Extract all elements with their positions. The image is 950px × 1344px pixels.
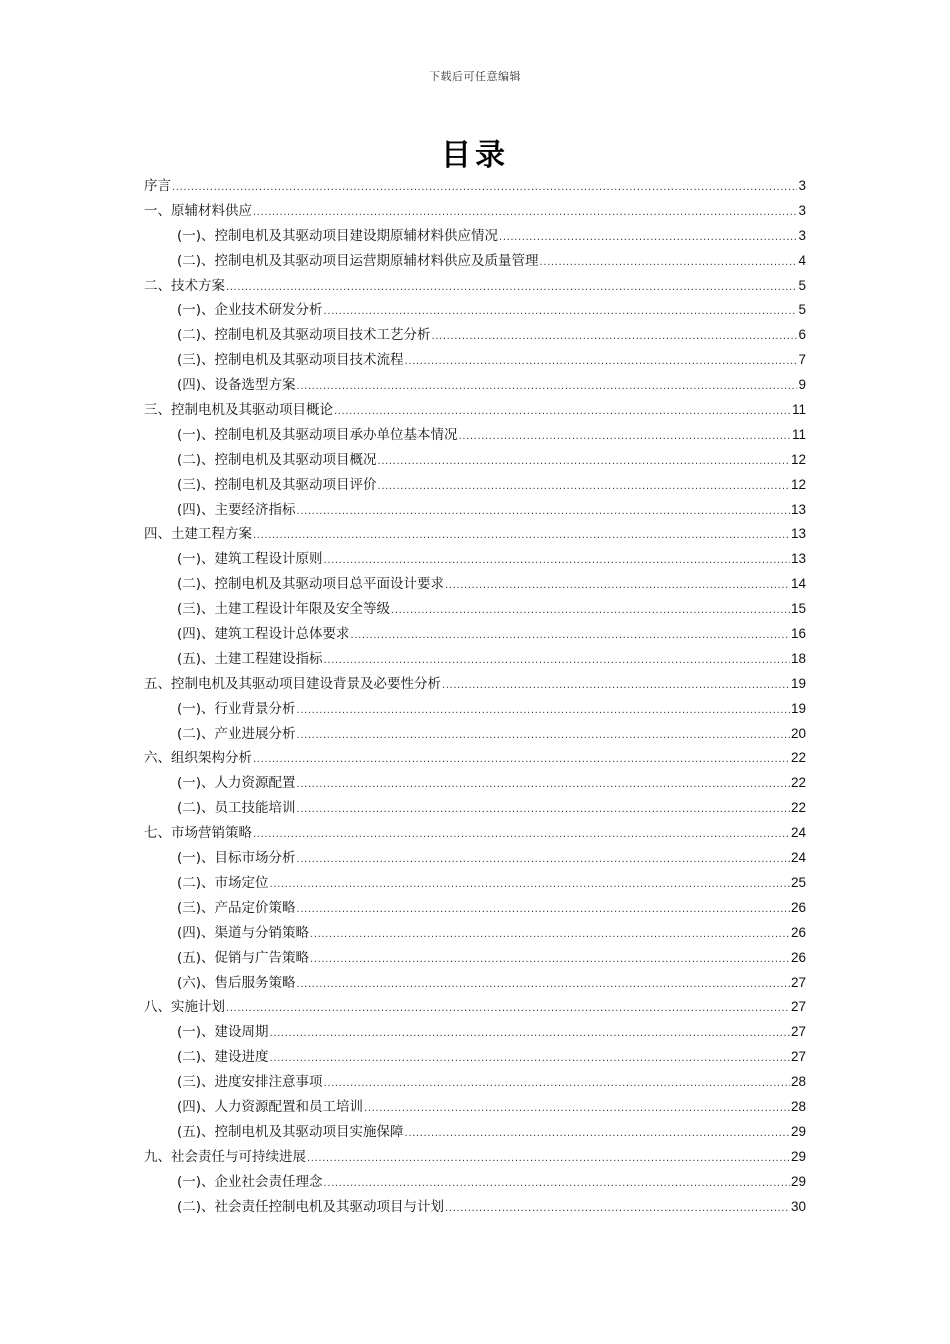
toc-entry-title: (五)、土建工程建设指标 <box>177 650 323 667</box>
toc-page-number: 29 <box>790 1123 806 1139</box>
toc-entry-title: 三、控制电机及其驱动项目概论 <box>144 402 333 419</box>
toc-entry[interactable] <box>144 647 806 672</box>
toc-entry-title: 九、社会责任与可持续进展 <box>144 1148 306 1165</box>
toc-page-number: 28 <box>790 1098 806 1114</box>
toc-entry[interactable] <box>144 323 806 348</box>
toc-entry[interactable] <box>144 1195 806 1220</box>
toc-page-number: 13 <box>790 501 806 517</box>
toc-entry[interactable] <box>144 946 806 971</box>
toc-entry-title: (三)、土建工程设计年限及安全等级 <box>177 601 391 618</box>
toc-page-number: 22 <box>790 775 806 791</box>
toc-entry-title: (二)、产业进展分析 <box>177 725 296 742</box>
toc-entry-title: 序言 <box>144 178 171 194</box>
toc-page-number: 5 <box>798 302 806 318</box>
toc-dot-leader <box>324 549 790 574</box>
toc-entry[interactable] <box>144 1170 806 1195</box>
toc-dot-leader <box>253 748 790 773</box>
toc-dot-leader <box>378 450 790 475</box>
toc-entry[interactable] <box>144 224 806 249</box>
toc-dot-leader <box>297 898 790 923</box>
toc-entry[interactable] <box>144 1145 806 1170</box>
toc-page-number: 26 <box>790 949 806 965</box>
toc-dot-leader <box>324 1172 790 1197</box>
toc-entry-title: (一)、建设周期 <box>177 1024 269 1041</box>
toc-dot-leader <box>351 624 790 649</box>
toc-entry-title: 七、市场营销策略 <box>144 825 252 842</box>
toc-entry-title: (二)、社会责任控制电机及其驱动项目与计划 <box>177 1198 445 1215</box>
toc-page-number: 11 <box>791 402 806 418</box>
toc-entry[interactable] <box>144 547 806 572</box>
toc-entry[interactable] <box>144 572 806 597</box>
toc-page-number: 3 <box>798 178 806 193</box>
toc-page-number: 12 <box>790 476 806 492</box>
toc-entry[interactable] <box>144 622 806 647</box>
toc-dot-leader <box>445 574 790 599</box>
toc-entry-title: 六、组织架构分析 <box>144 750 252 767</box>
toc-page-number: 25 <box>790 874 806 890</box>
toc-entry[interactable] <box>144 672 806 697</box>
toc-dot-leader <box>297 375 798 400</box>
toc-page-number: 27 <box>790 974 806 990</box>
toc-dot-leader <box>324 649 790 674</box>
toc-entry-title: (四)、人力资源配置和员工培训 <box>177 1098 364 1115</box>
toc-dot-leader <box>378 475 790 500</box>
toc-entry-title: (三)、控制电机及其驱动项目评价 <box>177 476 377 493</box>
toc-entry[interactable] <box>144 896 806 921</box>
toc-entry[interactable] <box>144 298 806 323</box>
toc-entry-title: 八、实施计划 <box>144 999 225 1016</box>
toc-entry-title: 一、原辅材料供应 <box>144 202 252 219</box>
toc-entry[interactable] <box>144 348 806 373</box>
toc-entry-title: (四)、渠道与分销策略 <box>177 924 310 941</box>
toc-entry-title: 二、技术方案 <box>144 277 225 294</box>
toc-page-number: 16 <box>790 626 806 642</box>
toc-dot-leader <box>253 201 797 226</box>
toc-page-number: 27 <box>790 1024 806 1040</box>
toc-page-number: 22 <box>790 750 806 766</box>
toc-entry-title: (二)、控制电机及其驱动项目总平面设计要求 <box>177 576 445 593</box>
toc-entry-title: (二)、控制电机及其驱动项目运营期原辅材料供应及质量管理 <box>177 252 539 269</box>
toc-page-number: 18 <box>790 650 806 666</box>
toc-entry[interactable] <box>144 921 806 946</box>
toc-dot-leader <box>270 1047 790 1072</box>
toc-entry-title: (六)、售后服务策略 <box>177 974 296 991</box>
toc-entry-title: (三)、产品定价策略 <box>177 899 296 916</box>
toc-entry[interactable] <box>144 746 806 771</box>
toc-page-number: 27 <box>790 999 806 1015</box>
toc-dot-leader <box>459 425 791 450</box>
toc-entry-title: (一)、控制电机及其驱动项目建设期原辅材料供应情况 <box>177 227 499 244</box>
toc-page-number: 7 <box>798 352 806 368</box>
toc-page-number: 26 <box>790 899 806 915</box>
toc-page-number: 30 <box>790 1198 806 1214</box>
toc-page-number: 6 <box>798 327 806 343</box>
toc-page-number: 13 <box>790 551 806 567</box>
toc-page-number: 11 <box>791 426 806 442</box>
toc-dot-leader <box>253 524 790 549</box>
toc-page-number: 22 <box>790 800 806 816</box>
toc-page-number: 19 <box>790 675 806 691</box>
toc-dot-leader <box>310 923 790 948</box>
toc-entry-title: (一)、建筑工程设计原则 <box>177 551 323 568</box>
toc-entry[interactable] <box>144 597 806 622</box>
toc-page-number: 26 <box>790 924 806 940</box>
toc-dot-leader <box>405 1122 790 1147</box>
toc-dot-leader <box>226 997 790 1022</box>
toc-entry-title: (二)、市场定位 <box>177 874 269 891</box>
toc-entry-title: (四)、设备选型方案 <box>177 377 296 394</box>
toc-entry-title: (一)、人力资源配置 <box>177 775 296 792</box>
toc-entry[interactable] <box>144 498 806 523</box>
toc-entry[interactable] <box>144 199 806 224</box>
toc-page-number: 14 <box>790 576 806 592</box>
toc-entry[interactable] <box>144 1070 806 1095</box>
toc-entry[interactable] <box>144 423 806 448</box>
toc-entry-title: (一)、行业背景分析 <box>177 700 296 717</box>
toc-entry[interactable] <box>144 274 806 299</box>
toc-dot-leader <box>270 873 790 898</box>
toc-page-number: 13 <box>790 526 806 542</box>
toc-dot-leader <box>297 699 790 724</box>
toc-dot-leader <box>391 599 790 624</box>
toc-entry[interactable] <box>144 846 806 871</box>
toc-dot-leader <box>432 325 798 350</box>
toc-dot-leader <box>172 176 797 201</box>
toc-entry[interactable] <box>144 796 806 821</box>
toc-dot-leader <box>307 1147 790 1172</box>
toc-entry-title: (五)、促销与广告策略 <box>177 949 310 966</box>
table-of-contents <box>144 174 806 1219</box>
toc-entry[interactable] <box>144 697 806 722</box>
toc-page-number: 24 <box>790 825 806 841</box>
toc-entry-title: (四)、建筑工程设计总体要求 <box>177 626 350 643</box>
toc-dot-leader <box>324 300 798 325</box>
toc-dot-leader <box>310 948 790 973</box>
toc-dot-leader <box>442 674 790 699</box>
toc-entry[interactable] <box>144 398 806 423</box>
toc-entry[interactable] <box>144 473 806 498</box>
toc-page-number: 9 <box>798 377 806 393</box>
toc-entry[interactable] <box>144 448 806 473</box>
toc-dot-leader <box>297 773 790 798</box>
toc-dot-leader <box>253 823 790 848</box>
toc-page-number: 29 <box>790 1148 806 1164</box>
toc-entry[interactable] <box>144 871 806 896</box>
toc-entry[interactable] <box>144 821 806 846</box>
toc-entry-title: (二)、员工技能培训 <box>177 800 296 817</box>
toc-entry-title: (五)、控制电机及其驱动项目实施保障 <box>177 1123 404 1140</box>
toc-entry-title: (三)、进度安排注意事项 <box>177 1074 323 1091</box>
toc-entry[interactable] <box>144 1120 806 1145</box>
toc-entry[interactable] <box>144 1045 806 1070</box>
toc-page-number: 29 <box>790 1173 806 1189</box>
toc-dot-leader <box>226 276 797 301</box>
toc-entry[interactable] <box>144 771 806 796</box>
toc-entry-title: (四)、主要经济指标 <box>177 501 296 518</box>
toc-page-number: 19 <box>790 700 806 716</box>
toc-dot-leader <box>297 848 790 873</box>
toc-entry[interactable] <box>144 174 806 199</box>
toc-dot-leader <box>540 251 798 276</box>
toc-dot-leader <box>297 798 790 823</box>
toc-entry[interactable] <box>144 995 806 1020</box>
toc-dot-leader <box>334 400 791 425</box>
toc-page-number: 20 <box>790 725 806 741</box>
toc-page-number: 5 <box>798 277 806 293</box>
toc-page-number: 4 <box>798 252 806 268</box>
toc-page-number: 28 <box>790 1074 806 1090</box>
toc-entry-title: (三)、控制电机及其驱动项目技术流程 <box>177 352 404 369</box>
toc-entry-title: (二)、建设进度 <box>177 1049 269 1066</box>
toc-dot-leader <box>324 1072 790 1097</box>
toc-entry-title: (一)、企业社会责任理念 <box>177 1173 323 1190</box>
toc-entry[interactable] <box>144 1020 806 1045</box>
toc-entry[interactable] <box>144 522 806 547</box>
toc-dot-leader <box>270 1022 790 1047</box>
toc-entry-title: (二)、控制电机及其驱动项目概况 <box>177 451 377 468</box>
toc-entry[interactable] <box>144 971 806 996</box>
toc-entry-title: (一)、企业技术研发分析 <box>177 302 323 319</box>
toc-page-number: 3 <box>798 202 806 218</box>
toc-dot-leader <box>364 1097 790 1122</box>
toc-dot-leader <box>499 226 797 251</box>
toc-dot-leader <box>297 973 790 998</box>
toc-page-number: 12 <box>790 451 806 467</box>
toc-entry-title: (二)、控制电机及其驱动项目技术工艺分析 <box>177 327 431 344</box>
header-note: 下载后可任意编辑 <box>429 70 521 83</box>
page-title: 目录 <box>441 138 509 173</box>
toc-page-number: 15 <box>790 601 806 617</box>
toc-page-number: 3 <box>798 227 806 243</box>
toc-entry[interactable] <box>144 373 806 398</box>
toc-page-number: 24 <box>790 850 806 866</box>
toc-entry[interactable] <box>144 1095 806 1120</box>
toc-entry-title: (一)、目标市场分析 <box>177 850 296 867</box>
toc-dot-leader <box>297 724 790 749</box>
toc-dot-leader <box>405 350 798 375</box>
toc-entry[interactable] <box>144 249 806 274</box>
toc-entry-title: (一)、控制电机及其驱动项目承办单位基本情况 <box>177 426 458 443</box>
toc-entry[interactable] <box>144 722 806 747</box>
toc-entry-title: 五、控制电机及其驱动项目建设背景及必要性分析 <box>144 675 441 692</box>
toc-dot-leader <box>445 1197 790 1222</box>
toc-page-number: 27 <box>790 1049 806 1065</box>
toc-entry-title: 四、土建工程方案 <box>144 526 252 543</box>
toc-dot-leader <box>297 500 790 525</box>
